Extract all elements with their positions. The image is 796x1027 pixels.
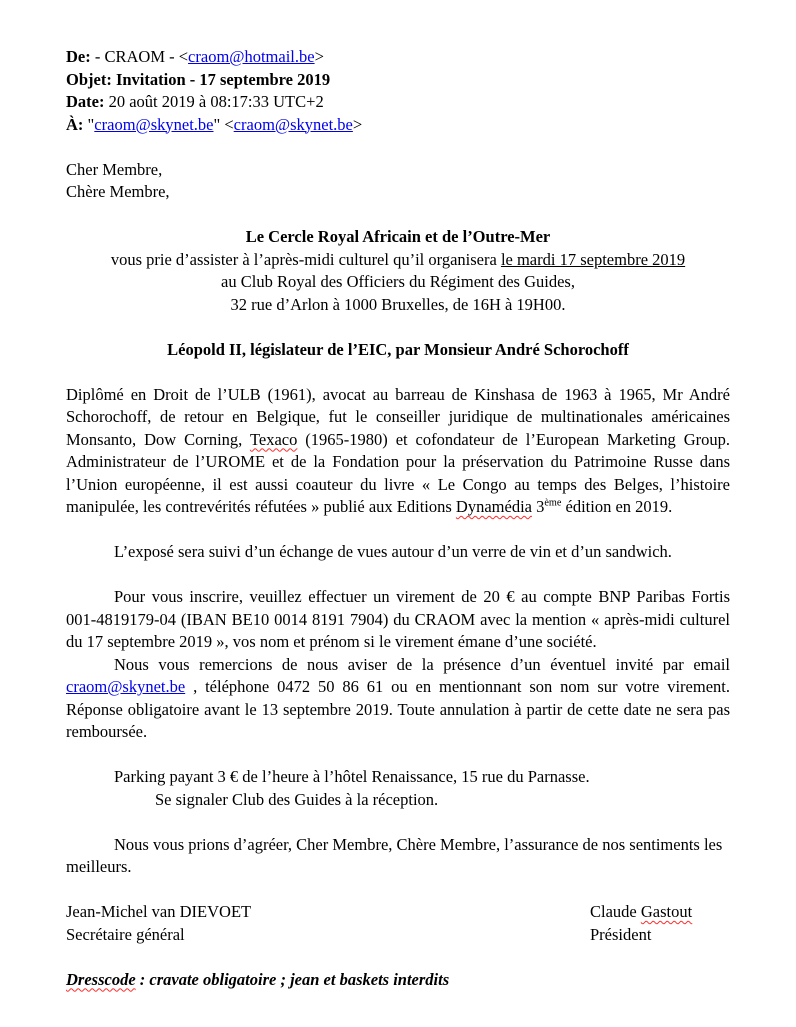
- aperitif-note: L’exposé sera suivi d’un échange de vues autour d’un verre de vin et d’un sandwich.: [114, 542, 672, 561]
- parking-line-2: Se signaler Club des Guides à la réception.: [155, 789, 439, 809]
- organization-name: Le Cercle Royal Africain et de l’Outre-Mer: [245, 227, 551, 246]
- president-first-name: Claude: [590, 902, 641, 921]
- registration-paragraph-1: Pour vous inscrire, veuillez effectuer un virement de 20 € au compte BNP Paribas Fortis 001-4819179-04 (IBAN BE10 0014 8191 7904) du CRAOM avec la mention « après-midi culturel du 17 septembre 2019 », vos nom et prénom si le virement émane d’une société.: [66, 587, 730, 651]
- salutation-line-1: Cher Membre,: [66, 159, 163, 179]
- from-text: - CRAOM - <: [90, 47, 189, 66]
- salutation-line-2: Chère Membre,: [66, 182, 170, 201]
- parking-line-1: Parking payant 3 € de l’heure à l’hôtel Renaissance, 15 rue du Parnasse.: [114, 767, 590, 786]
- signature-titles-row: [66, 924, 730, 947]
- to-email-link-2[interactable]: craom@skynet.be: [233, 114, 353, 134]
- bio-superscript: ème: [544, 497, 562, 509]
- bio-text-2: (1965-1980) et cofondateur de l’European Marketing Group. Administrateur de l’UROME et de la Fondation pour la préservation du Patrimoine Russe dans l’Union européenne, il est aussi coauteur du livre « Le Congo au temps des Belges, l’histoire manipulée, les contrevérités réfutées » publié aux Editions: [66, 429, 730, 516]
- from-text-end: >: [314, 47, 324, 66]
- secretary-title: Secrétaire général: [66, 924, 185, 944]
- to-text-end: >: [352, 114, 363, 134]
- venue-line-1: au Club Royal des Officiers du Régiment des Guides,: [221, 272, 575, 291]
- bio-text-4: édition en 2019.: [561, 497, 673, 516]
- spellcheck-word-dresscode: Dresscode: [66, 969, 136, 989]
- signature-names-row: [66, 901, 730, 924]
- to-text-mid: " <: [213, 114, 234, 134]
- invitation-intro-text: vous prie d’assister à l’après-midi culturel qu’il organisera: [110, 249, 501, 269]
- to-line: [66, 114, 730, 137]
- bio-text-1: Diplômé en Droit de l’ULB (1961), avocat au barreau de Kinshasa de 1963 à 1965, Mr André Schorochoff, de retour en Belgique, fut le conseiller juridique de multinationales américaines Monsanto, Dow Corning,: [66, 384, 730, 449]
- president-title: Président: [590, 924, 652, 944]
- to-label: À:: [66, 114, 84, 134]
- closing-paragraph: Nous vous prions d’agréer, Cher Membre, Chère Membre, l’assurance de nos sentiments les meilleurs.: [66, 834, 723, 876]
- date-label: Date:: [66, 92, 105, 111]
- registration-email-link[interactable]: craom@skynet.be: [66, 677, 186, 696]
- to-email-link-1[interactable]: craom@skynet.be: [94, 114, 214, 134]
- registration-text-1: Nous vous remercions de nous aviser de la présence d’un éventuel invité par email: [114, 654, 730, 674]
- spellcheck-word-dynamedia: Dynamédia: [455, 497, 532, 516]
- subject-line: Objet: Invitation - 17 septembre 2019: [66, 69, 331, 89]
- date-value: 20 août 2019 à 08:17:33 UTC+2: [104, 92, 324, 111]
- spellcheck-word-gastout: Gastout: [640, 902, 693, 921]
- registration-text-2: , téléphone 0472 50 86 61 ou en mentionnant son nom sur votre virement. Réponse obligatoire avant le 13 septembre 2019. Toute annulation à partir de cette date ne sera pas remboursée.: [66, 677, 730, 741]
- invitation-intro-line: [66, 249, 730, 272]
- bio-paragraph: [66, 384, 730, 519]
- to-text: ": [83, 114, 95, 134]
- bio-text-3: 3: [531, 497, 545, 516]
- venue-line-2: 32 rue d’Arlon à 1000 Bruxelles, de 16H à 19H00.: [230, 294, 566, 314]
- email-header: [66, 46, 730, 136]
- dresscode-line: [66, 969, 730, 992]
- from-label: De:: [66, 47, 91, 66]
- invitation-date: le mardi 17 septembre 2019: [500, 249, 686, 269]
- from-line: [66, 46, 730, 69]
- secretary-name: Jean-Michel van DIEVOET: [66, 902, 252, 921]
- from-email-link[interactable]: craom@hotmail.be: [188, 47, 315, 66]
- spellcheck-word-texaco: Texaco: [249, 429, 298, 449]
- dresscode-text: : cravate obligatoire ; jean et baskets interdits: [135, 969, 450, 989]
- date-line: [66, 91, 730, 114]
- president-name: [590, 901, 730, 924]
- talk-title: Léopold II, législateur de l’EIC, par Monsieur André Schorochoff: [167, 339, 629, 359]
- registration-paragraph-2: [66, 654, 730, 744]
